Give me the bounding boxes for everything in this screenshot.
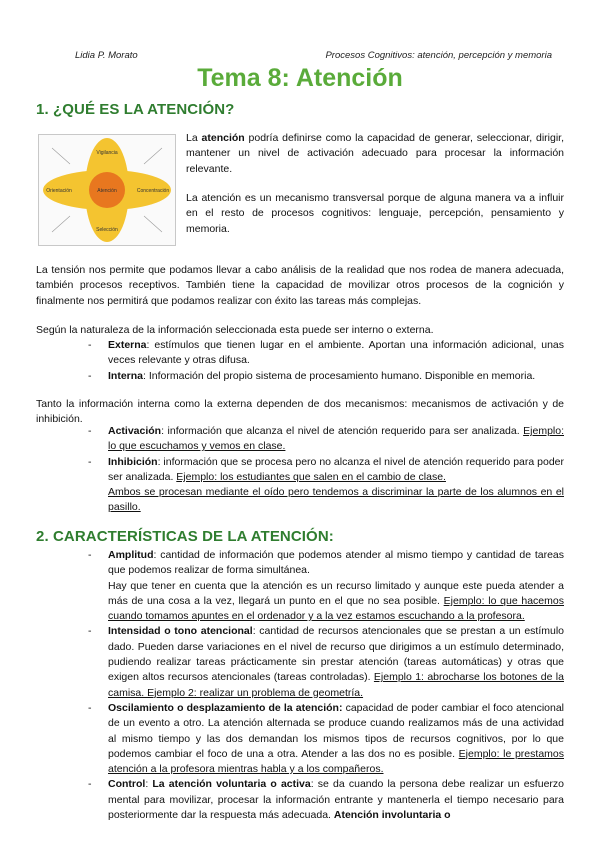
page-title: Tema 8: Atención <box>197 64 403 92</box>
diagram-label-left: Orientación <box>46 188 72 194</box>
section-2-heading: 2. CARACTERÍSTICAS DE LA ATENCIÓN: <box>36 528 334 545</box>
list-item-externa: - Externa: estímulos que tienen lugar en el ambiente. Aportan una información adicional, unas veces relevante y otras difusa. <box>88 339 564 367</box>
list-item-amplitud: - Amplitud: cantidad de información que podemos atender al mismo tiempo y cantidad de tareas que podemos realizar de forma simultánea. Hay que tener en cuenta que la atención es un recurso limitado y aunque este pueda atender a más de una cosa a la vez, llegará un punto en el que no sea posible. Ejemplo: lo que hacemos cuando tomamos apuntes en el ordenador y a la vez estamos escuchando a la profesora. <box>88 549 564 623</box>
info-type-list <box>88 338 564 384</box>
naturaleza-paragraph: Según la naturaleza de la información seleccionada esta puede ser interno o externa. <box>36 324 434 336</box>
header-subject: Procesos Cognitivos: atención, percepción y memoria <box>325 50 552 61</box>
tension-paragraph: La tensión nos permite que podamos llevar a cabo análisis de la realidad que nos rodea de manera adecuada, también procesos receptivos. También tiene la capacidad de movilizar otros procesos de la cognición y finalmente nos permitirá que podamos realizar con éxito las tareas más complejas. <box>36 264 564 307</box>
list-item-interna: - Interna: Información del propio sistema de procesamiento humano. Disponible en memoria. <box>88 369 536 382</box>
mechanism-list <box>88 424 564 516</box>
section-1-heading: 1. ¿QUÉ ES LA ATENCIÓN? <box>36 101 235 118</box>
intro-paragraph-2: La atención es un mecanismo transversal porque de alguna manera va a influir en el resto de procesos cognitivos: lenguaje, percepción, pensamiento y memoria. <box>186 192 564 235</box>
diagram-label-center: Atención <box>97 188 117 194</box>
term-atencion: atención <box>201 132 245 144</box>
header-author: Lidia P. Morato <box>75 50 138 61</box>
inhibicion-example: Ejemplo: los estudiantes que salen en el cambio de clase. <box>176 470 446 483</box>
mecanismos-paragraph: Tanto la información interna como la externa dependen de dos mecanismos: mecanismos de activación y de inhibición. <box>36 398 564 426</box>
list-item-control: - Control: La atención voluntaria o activa: se da cuando la persona debe realizar un esfuerzo mental para movilizar, procesar la información entrante y mantenerla el tiempo necesario para posteriormente dar la respuesta más adecuada. Atención involuntaria o <box>88 778 564 822</box>
diagram-label-right: Concentración <box>136 188 170 194</box>
diagram-label-top: Vigilancia <box>96 150 118 156</box>
diagram-label-bottom: Selección <box>96 227 118 233</box>
list-item-activacion: - Activación: información que alcanza el nivel de atención requerido para ser analizada. Ejemplo: lo que escuchamos y vemos en clase. <box>88 425 564 453</box>
intensidad-example: Ejemplo 1: abrocharse los botones de la camisa. Ejemplo 2: realizar un problema de geometría. <box>108 671 564 699</box>
list-item-intensidad: - Intensidad o tono atencional: cantidad de recursos atencionales que se prestan a un estímulo dado. Pueden darse variaciones en el nivel de recurso que dirigimos a un estímulo determinado, pudiendo realizar tareas prácticamente sin prestar atención (tareas automáticas) y otras que exigen altos recursos atencionales (tareas controladas). Ejemplo 1: abrocharse los botones de la camisa. Ejemplo 2: realizar un problema de geometría. <box>88 625 564 699</box>
amplitud-example: Ejemplo: lo que hacemos cuando tomamos apuntes en el ordenador y a la vez estamos escuchando a la profesora. <box>108 594 564 623</box>
activacion-example: Ejemplo: lo que escuchamos y vemos en clase. <box>108 425 564 453</box>
oscilamiento-example: Ejemplo: le prestamos atención a la profesora mientras habla y a los compañeros. <box>108 747 564 776</box>
characteristics-list <box>88 548 564 823</box>
list-item-oscilamiento: - Oscilamiento o desplazamiento de la atención: capacidad de poder cambiar el foco atencional de un evento a otro. La atención alternada se produce cuando realizamos más de una actividad al mismo tiempo y las dos demandan los mismos tipos de recursos cognitivos, por lo que podemos cambiar el foco de una a otra. Atender a las dos no es posible. Ejemplo: le prestamos atención a la profesora mientras habla y a los compañeros. <box>88 701 564 776</box>
attention-diagram <box>38 134 176 246</box>
both-note: Ambos se procesan mediante el oído pero tendemos a discriminar la parte de los alumnos en el pasillo. <box>108 486 564 514</box>
list-item-inhibicion: - Inhibición: información que se procesa pero no alcanza el nivel de atención requerido para poder ser analizada. Ejemplo: los estudiantes que salen en el cambio de clase. Ambos se procesan mediante el oído pero tendemos a discriminar la parte de los alumnos en el pasillo. <box>88 455 564 514</box>
intro-paragraph-1: La atención podría definirse como la capacidad de generar, seleccionar, dirigir, mantener un nivel de activación adecuado para procesar la información relevante. <box>186 132 564 175</box>
